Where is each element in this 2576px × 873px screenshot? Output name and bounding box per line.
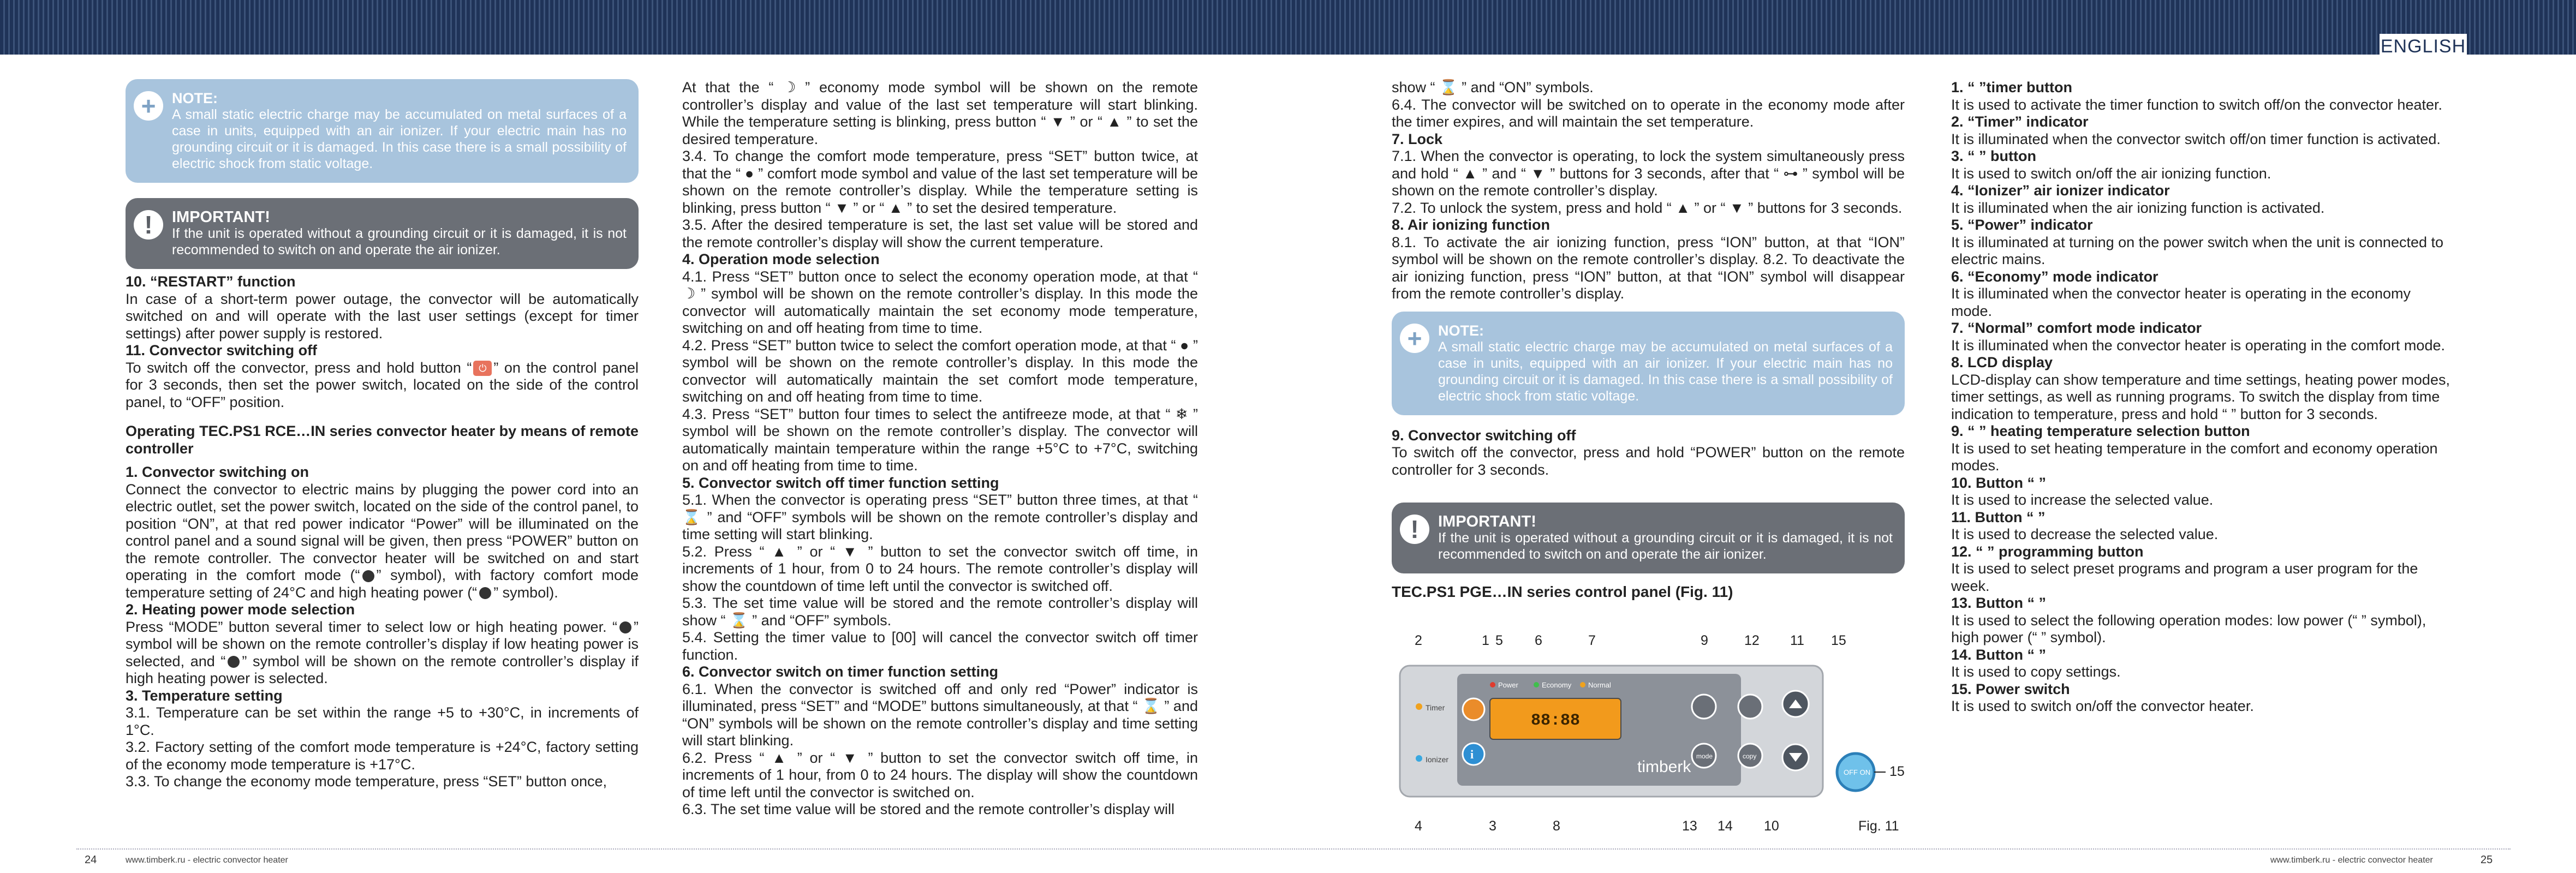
figure-caption: Fig. 11 [1858, 818, 1899, 834]
plus-icon: + [1400, 324, 1429, 353]
timer-indicator-dot [1416, 703, 1422, 710]
power-button-icon: ⏻ [473, 361, 492, 376]
normal-indicator-dot [1580, 682, 1585, 687]
language-label: ENGLISH [2380, 34, 2467, 59]
item-title: 4. “Ionizer” air ionizer indicator [1951, 182, 2170, 199]
comfort-icon [362, 570, 374, 582]
important-title: IMPORTANT! [1438, 513, 1536, 530]
control-panel-drawing [1392, 633, 1916, 846]
section-title: 6. Convector switch on timer function setting [682, 663, 999, 680]
callout-number: 13 [1682, 818, 1697, 834]
paragraph: 3.3. To change the economy mode temperature, press “SET” button once, [126, 773, 607, 790]
note-text: A small static electric charge may be accumulated on metal surfaces of a case in units, equipped with an air ionizer. If your electric main has no grounding circuit or it is damaged. In this case there is a small possibility of electric shock from static voltage. [1438, 339, 1893, 404]
callout-number: 14 [1718, 818, 1733, 834]
paragraph: Press “MODE” button several timer to select low or high heating power. “ ” symbol will be shown on the remote controller’s display if low heating power is selected, and “ ” symbol will be shown on the remote controller’s display if high heating power is selected. [126, 618, 639, 686]
paragraph: At that the “ ☽ ” economy mode symbol will be shown on the remote controller’s display and value of the last set temperature will start blinking. While the temperature setting is blinking, press button “ ▼ ” or “ ▲ ” to set the desired temperature. [682, 79, 1198, 147]
column-2 [682, 79, 1198, 818]
paragraph: To switch off the convector, press and hold button “ ⏻ ” on the control panel for 3 seconds, then set the power switch, located on the side of the control panel, to “OFF” position. [126, 359, 639, 410]
timer-button [1463, 698, 1484, 720]
section-title: Operating TEC.PS1 RCE…IN series convector heater by means of remote controller [126, 423, 639, 457]
item-title: 10. Button “ ” [1951, 474, 2046, 491]
callout-number: 4 [1415, 818, 1422, 834]
paragraph: 3.4. To change the comfort mode temperature, press “SET” button twice, at that the “ ● ” comfort mode symbol and value of the last set temperature will be shown on the remote controller’s display. While the temperature setting is blinking, press button “ ▼ ” or “ ▲ ” to set the desired temperature. [682, 148, 1198, 216]
section-title: 5. Convector switch off timer function setting [682, 474, 999, 491]
paragraph: 4.1. Press “SET” button once to select the economy operation mode, at that “ ☽ ” symbol will be shown on the remote controller’s display. In this mode the convector will automatically maintain the set economy mode temperature, switching on and off heating from time to time. [682, 268, 1198, 336]
note-box [126, 79, 639, 183]
callout-number: 2 [1415, 633, 1422, 648]
callout-number: 12 [1744, 633, 1760, 648]
paragraph: 6.3. The set time value will be stored and the remote controller’s display will [682, 801, 1174, 817]
item-desc: It is illuminated when the convector heater is operating in the comfort mode. [1951, 337, 2445, 354]
paragraph: 3.2. Factory setting of the comfort mode temperature is +24°C, factory setting of the economy mode temperature is +17°C. [126, 739, 639, 773]
temp-select-button [1692, 695, 1716, 719]
high-power-icon [479, 587, 491, 599]
paragraph: 4.3. Press “SET” button four times to select the antifreeze mode, at that “ ❄ ” symbol will be shown on the remote controller’s display. The convector will automatically maintain temperature within the range +5°C to +7°C, switching on and off heating from time to time. [682, 405, 1198, 474]
item-title: 6. “Economy” mode indicator [1951, 268, 2158, 285]
normal-indicator-label: Normal [1588, 681, 1611, 689]
paragraph: 5.1. When the convector is operating press “SET” button three times, at that “ ⌛ ” and “OFF” symbols will be shown on the remote controller’s display and time setting will start blinking. [682, 492, 1198, 542]
paragraph: 5.2. Press “ ▲ ” or “ ▼ ” button to set the convector switch off time, in increments of 1 hour, from 0 to 24 hours. The remote controller’s display will show the countdown of time left until the convector is switched off. [682, 543, 1198, 594]
footer-divider [76, 848, 2511, 850]
callout-number: 11 [1790, 633, 1804, 648]
item-desc: It is illuminated at turning on the power switch when the unit is connected to electric mains. [1951, 234, 2444, 267]
note-title: NOTE: [1438, 322, 1484, 339]
paragraph: show “ ⌛ ” and “ON” symbols. [1392, 79, 1594, 95]
paragraph: 4.2. Press “SET” button twice to select the comfort operation mode, at that “ ● ” symbol will be shown on the remote controller’s display. In this mode the convector will automatically maintain the set comfort mode temperature, switching on and off heating from time to time. [682, 337, 1198, 405]
item-desc: It is used to decrease the selected value. [1951, 526, 2219, 542]
important-text: If the unit is operated without a grounding circuit or it is damaged, it is not recommended to switch on and operate the air ionizer. [1438, 530, 1893, 562]
low-power-icon [619, 621, 631, 633]
important-box [1392, 503, 1905, 573]
paragraph: 3.5. After the desired temperature is set, the last set value will be stored and the remote controller’s display will show the current temperature. [682, 217, 1198, 250]
lcd-digits: 88:88 [1531, 711, 1581, 730]
power-indicator-label: Power [1498, 681, 1518, 689]
callout-number: 6 [1535, 633, 1542, 648]
program-button [1738, 695, 1762, 719]
header-band [0, 0, 2576, 55]
callout-number: 1 [1482, 633, 1489, 648]
power-indicator-dot [1490, 682, 1495, 687]
item-title: 8. LCD display [1951, 354, 2053, 370]
paragraph: Connect the convector to electric mains by plugging the power cord into an electric outlet, set the power switch, located on the side of the control panel, to position “ON”, at that red power indicator “Power” will be illuminated on the control panel and a sound signal will be given, then press “POWER” button on the remote controller. The convector heater will be switched on and start operating in the comfort mode (“ ” symbol), with factory comfort mode temperature setting of 24°C and high heating power (“ ” symbol). [126, 481, 639, 601]
section-title: 2. Heating power mode selection [126, 601, 355, 618]
ionizer-indicator-dot [1416, 755, 1422, 762]
item-desc: It is used to select the following operation modes: low power (“ ” symbol), high power (“ ” symbol). [1951, 612, 2426, 645]
plus-icon: + [134, 91, 163, 121]
footer-text-right: www.timberk.ru - electric convector heater [2270, 856, 2433, 865]
item-title: 5. “Power” indicator [1951, 217, 2093, 233]
item-title: 7. “Normal” comfort mode indicator [1951, 320, 2202, 336]
control-panel-figure [1392, 633, 1916, 846]
section-title: 10. “RESTART” function [126, 273, 296, 290]
footer-text-left: www.timberk.ru - electric convector heater [126, 856, 288, 865]
brand-logo: timberk [1637, 758, 1691, 776]
paragraph: To switch off the convector, press and hold “POWER” button on the remote controller for 3 seconds. [1392, 444, 1905, 478]
ionizer-indicator-label: Ionizer [1426, 755, 1449, 764]
paragraph: 6.4. The convector will be switched on to operate in the economy mode after the timer expires, and will maintain the set temperature. [1392, 96, 1905, 130]
section-title: 1. Convector switching on [126, 464, 309, 480]
exclamation-icon: ! [134, 210, 163, 240]
section-title: 7. Lock [1392, 130, 1443, 147]
paragraph: 6.1. When the convector is switched off and only red “Power” indicator is illuminated, press “SET” and “MODE” buttons simultaneously, at that “ ⌛ ” and “ON” symbols will be shown on the remote controller’s display and time setting will start blinking. [682, 680, 1198, 749]
economy-indicator-label: Economy [1542, 681, 1572, 689]
callout-number: 8 [1553, 818, 1560, 834]
callout-number: 7 [1588, 633, 1596, 648]
section-title: 3. Temperature setting [126, 687, 283, 704]
info-icon: i [1470, 748, 1474, 761]
item-title: 3. “ ” button [1951, 148, 2036, 164]
callout-number: 10 [1764, 818, 1779, 834]
important-title: IMPORTANT! [172, 208, 270, 226]
item-title: 12. “ ” programming button [1951, 543, 2144, 560]
section-title: 9. Convector switching off [1392, 427, 1576, 444]
item-desc: It is used to increase the selected value. [1951, 492, 2214, 508]
item-title: 1. “ ”timer button [1951, 79, 2072, 95]
callout-number: 5 [1495, 633, 1503, 648]
item-desc: It is used to switch on/off the convector heater. [1951, 698, 2254, 714]
page-number-left: 24 [85, 854, 97, 866]
item-title: 14. Button “ ” [1951, 646, 2046, 663]
item-desc: It is used to select preset programs and program a user program for the week. [1951, 560, 2418, 594]
item-desc: LCD-display can show temperature and time settings, heating power modes, timer settings, as well as running programs. To switch the display from time indication to temperature, press and hold “ ” button for 3 seconds. [1951, 371, 2450, 422]
item-desc: It is illuminated when the air ionizing function is activated. [1951, 199, 2325, 216]
panel-title: TEC.PS1 PGE…IN series control panel (Fig. 11) [1392, 583, 1733, 600]
timer-indicator-label: Timer [1426, 703, 1445, 712]
important-text: If the unit is operated without a grounding circuit or it is damaged, it is not recommended to switch on and operate the air ionizer. [172, 226, 627, 258]
item-title: 13. Button “ ” [1951, 595, 2046, 611]
column-3 [1392, 79, 1905, 601]
paragraph: 7.2. To unlock the system, press and hold “ ▲ ” or “ ▼ ” buttons for 3 seconds. [1392, 199, 1903, 216]
exclamation-icon: ! [1400, 515, 1429, 544]
economy-indicator-dot [1534, 682, 1539, 687]
callout-number: 15 [1889, 764, 1905, 779]
item-desc: It is illuminated when the convector switch off/on timer function is activated. [1951, 130, 2441, 147]
item-title: 11. Button “ ” [1951, 509, 2046, 525]
high-power-icon [228, 656, 240, 668]
paragraph: 7.1. When the convector is operating, to lock the system simultaneously press and hold “ ▲ ” and “ ▼ ” buttons for 3 seconds, after that “ ⊶ ” symbol will be shown on the remote controller’s display. [1392, 148, 1905, 199]
item-desc: It is illuminated when the convector heater is operating in the economy mode. [1951, 285, 2411, 319]
item-title: 2. “Timer” indicator [1951, 113, 2089, 130]
paragraph: 8.1. To activate the air ionizing function, press “ION” button, at that “ION” symbol will be shown on the remote controller’s display. 8.2. To deactivate the air ionizing function, press “ION” button, at that “ION” symbol will disappear from the remote controller’s display. [1392, 234, 1905, 302]
power-switch-label: OFF ON [1844, 768, 1871, 776]
paragraph: In case of a short-term power outage, the convector will be automatically switched on and will operate with the last user settings (except for timer settings) after power supply is restored. [126, 290, 639, 342]
copy-button-label: copy [1743, 752, 1757, 760]
column-1 [126, 79, 639, 791]
item-desc: It is used to switch on/off the air ionizing function. [1951, 165, 2271, 182]
page-number-right: 25 [2480, 854, 2493, 866]
item-title: 15. Power switch [1951, 680, 2070, 697]
item-desc: It is used to set heating temperature in the comfort and economy operation modes. [1951, 440, 2438, 474]
callout-number: 9 [1701, 633, 1708, 648]
section-title: 8. Air ionizing function [1392, 217, 1550, 233]
note-text: A small static electric charge may be accumulated on metal surfaces of a case in units, equipped with an air ionizer. If your electric main has no grounding circuit or it is damaged. In this case there is a small possibility of electric shock from static voltage. [172, 107, 627, 171]
item-desc: It is used to copy settings. [1951, 663, 2121, 680]
note-box [1392, 312, 1905, 415]
important-box [126, 198, 639, 269]
section-title: 4. Operation mode selection [682, 251, 880, 267]
note-title: NOTE: [172, 90, 218, 106]
callout-number: 15 [1831, 633, 1846, 648]
paragraph: 3.1. Temperature can be set within the range +5 to +30°C, in increments of 1°C. [126, 704, 639, 738]
section-title: 11. Convector switching off [126, 342, 318, 358]
paragraph: 5.3. The set time value will be stored and the remote controller’s display will show “ ⌛ ” and “OFF” symbols. [682, 595, 1198, 629]
mode-button-label: mode [1696, 752, 1713, 760]
item-title: 9. “ ” heating temperature selection button [1951, 423, 2250, 439]
column-4 [1951, 79, 2453, 715]
paragraph: 6.2. Press “ ▲ ” or “ ▼ ” button to set the convector switch off time, in increments of 1 hour, from 0 to 24 hours. The display will show the countdown of time left until the convector is switched on. [682, 749, 1198, 800]
item-desc: It is used to activate the timer function to switch off/on the convector heater. [1951, 96, 2442, 113]
callout-number: 3 [1489, 818, 1496, 834]
paragraph: 5.4. Setting the timer value to [00] will cancel the convector switch off timer function. [682, 629, 1198, 663]
